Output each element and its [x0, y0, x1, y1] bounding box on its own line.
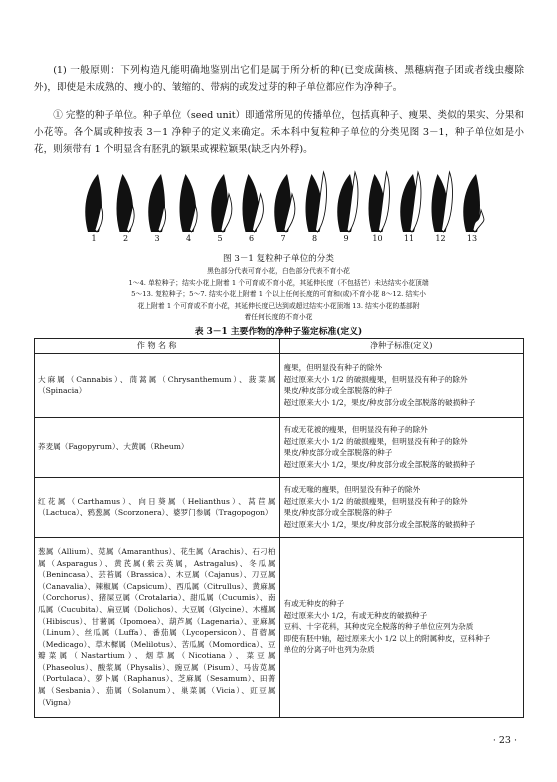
- header-standard: 净种子标准(定义): [279, 339, 524, 354]
- standard-cell: [279, 353, 524, 417]
- standard-line: 瘦果，但明显没有种子的除外: [283, 362, 383, 372]
- table-row: [35, 417, 524, 477]
- standard-line: 即使有胚中轴，超过原来大小 1/2 以上的附属种皮，豆科种子: [283, 633, 491, 643]
- figure-number-label: 7: [280, 234, 286, 243]
- crop-genus-cell: 葱属（Allium）、苋属（Amaranthus）、花生属（Arachis）、石刁柏属（Asparagus）、黄芪属(紫云英属，Astragalus)、冬瓜属（Benincasa）、芸苔属（Brassica）、木豆属（Cajanus）、刀豆属（Canavalia）、辣椒属（Capsicum）、西瓜属（Citrullus）、黄麻属（Corchorus）、猪屎豆属（Crotalaria）、甜瓜属（Cucumis）、南瓜属（Cucubita）、扁豆属（Dolichos）、大豆属（Glycine）、木槿属（Hibiscus）、甘薯属（Ipomoea）、葫芦属（Lagenaria）、亚麻属（Linum）、丝瓜属（Luffa）、番茄属（Lycopersicon）、苜蓿属（Medicago）、草木樨属（Melilotus）、苦瓜属（Momordica）、豆瓣菜属（Nastartium）、烟草属（Nicotiana）、菜豆属（Phaseolus）、酸浆属（Physalis）、豌豆属（Pisum）、马齿苋属（Portulaca）、萝卜属（Raphanus）、芝麻属（Sesamum）、田菁属（Sesbania）、茄属（Solanum）、巢菜属（Vicia）、豇豆属（Vigna）: [35, 537, 280, 717]
- standard-line: 超过原来大小 1/2，果皮/种皮部分或全部脱落的破损种子: [283, 397, 476, 407]
- standard-line: 豆科、十字花科，其种皮完全脱落的种子单位应列为杂质: [283, 622, 474, 632]
- paragraph-general-principle: (1) 一般原则：下列构造凡能明确地鉴别出它们是属于所分析的种(已变成菌核、黑穗病孢子团或者线虫瘿除外)，即使是未成熟的、瘦小的、皱缩的、带病的或发过芽的种子单位都应作为净种子。: [34, 65, 524, 93]
- standard-line: 超过原来大小 1/2，有或无种皮的破损种子: [283, 610, 428, 620]
- figure-legend-line: 5～13. 复粒种子；5～7. 结实小花上附着 1 个以上任何长度的可育和(或)不育小花 8～12. 结实小: [131, 290, 426, 298]
- figure-number-label: 9: [343, 234, 349, 243]
- seed-unit-drawing: [179, 174, 197, 232]
- standard-line: 超过原来大小 1/2，果皮/种皮部分或全部脱落的破损种子: [283, 519, 476, 529]
- standard-cell: [279, 417, 524, 477]
- figure-number-label: 6: [248, 234, 255, 243]
- table-row: [35, 353, 524, 417]
- figure-number-label: 8: [311, 234, 318, 243]
- figure-caption: 图 3－1 复粒种子单位的分类: [223, 254, 334, 264]
- seed-unit-drawing: [431, 172, 452, 232]
- figure-legend-line: 着任何长度的不育小花: [244, 313, 313, 321]
- standard-line: 有或无喙的瘦果，但明显没有种子的除外: [283, 484, 421, 494]
- seed-unit-drawing: [274, 174, 295, 232]
- standard-cell: [279, 477, 524, 537]
- pure-seed-standard-table: [34, 338, 524, 718]
- seed-unit-drawing: [368, 172, 389, 232]
- paragraph-complete-seed-unit: ① 完整的种子单位。种子单位（seed unit）即通常所见的传播单位，包括真种子、瘦果、类似的果实、分果和小花等。各个属或种按表 3－1 净种子的定义来确定。禾本科中复粒种子单位的分类见图 3－1，种子单位如是小花，则须带有 1 个明显含有胚乳的颖果或裸粒颖果(缺乏内外稃)。: [34, 110, 524, 155]
- figure-number-label: 4: [185, 234, 192, 243]
- seed-unit-drawing: [400, 172, 421, 232]
- page-number: · 23 ·: [492, 735, 517, 746]
- standard-cell: [279, 537, 524, 717]
- standard-line: 单位的分离子叶也列为杂质: [283, 645, 375, 655]
- figure-number-label: 10: [372, 234, 383, 243]
- standard-line: 果皮/种皮部分或全部脱落的种子: [283, 448, 393, 458]
- seed-unit-drawing: [116, 174, 134, 232]
- table-title: 表 3－1 主要作物的净种子鉴定标准(定义): [194, 327, 363, 337]
- standard-line: 超过原来大小 1/2 的破损瘦果，但明显没有种子的除外: [283, 436, 468, 446]
- figure-number-label: 11: [403, 234, 415, 243]
- figure-number-label: 3: [154, 234, 160, 243]
- figure-legend-line: 黑色部分代表可育小花，白色部分代表不育小花: [207, 267, 350, 275]
- seed-unit-drawing: [242, 174, 263, 232]
- figure-number-label: 12: [435, 234, 446, 243]
- figure-legend: [20, 266, 537, 324]
- crop-genus-cell: 荞麦属（Fagopyrum）、大黄属（Rheum）: [35, 417, 280, 477]
- standard-line: 超过原来大小 1/2 的破损瘦果，但明显没有种子的除外: [283, 374, 468, 384]
- seed-unit-drawing: [305, 172, 326, 232]
- standard-line: 超过原来大小 1/2，果皮/种皮部分或全部脱落的破损种子: [283, 459, 476, 469]
- seed-unit-drawing: [85, 174, 102, 232]
- table-row: [35, 537, 524, 717]
- table-header-row: [35, 339, 524, 354]
- standard-line: 超过原来大小 1/2 的破损瘦果，但明显没有种子的除外: [283, 496, 468, 506]
- header-crop-name: 作 物 名 称: [35, 339, 280, 354]
- crop-genus-cell: 大麻属（Cannabis）、茼蒿属（Chrysanthemum）、菠菜属（Spinacia）: [35, 353, 280, 417]
- table-row: [35, 477, 524, 537]
- figure-legend-line: 1～4. 单粒种子；结实小花上附着 1 个可育或不育小花，其延伸长度（不包括芒）未达结实小花顶端: [128, 278, 429, 287]
- figure-number-label: 5: [217, 234, 223, 243]
- figure-number-label: 1: [91, 234, 97, 243]
- seed-unit-drawing: [463, 174, 484, 232]
- seed-unit-drawing: [148, 174, 165, 232]
- crop-genus-cell: 红花属（Carthamus）、向日葵属（Helianthus）、莴苣属（Lactuca）、鸦葱属（Scorzonera）、婆罗门参属（Tragopogon）: [35, 477, 280, 537]
- standard-line: 有或无花被的瘦果，但明显没有种子的除外: [283, 424, 428, 434]
- figure-number-label: 13: [466, 234, 478, 243]
- seed-unit-drawing: [211, 174, 232, 232]
- figure-number-label: 2: [122, 234, 129, 243]
- standard-line: 有或无种皮的种子: [283, 599, 345, 609]
- standard-line: 果皮/种皮部分或全部脱落的种子: [283, 508, 393, 518]
- standard-line: 果皮/种皮部分或全部脱落的种子: [283, 386, 393, 396]
- seed-unit-drawing: [337, 172, 358, 232]
- figure-legend-line: 花上附着 1 个可育或不育小花，其延伸长度已达到或超过结实小花顶端 13. 结实小花的基部附: [137, 301, 420, 310]
